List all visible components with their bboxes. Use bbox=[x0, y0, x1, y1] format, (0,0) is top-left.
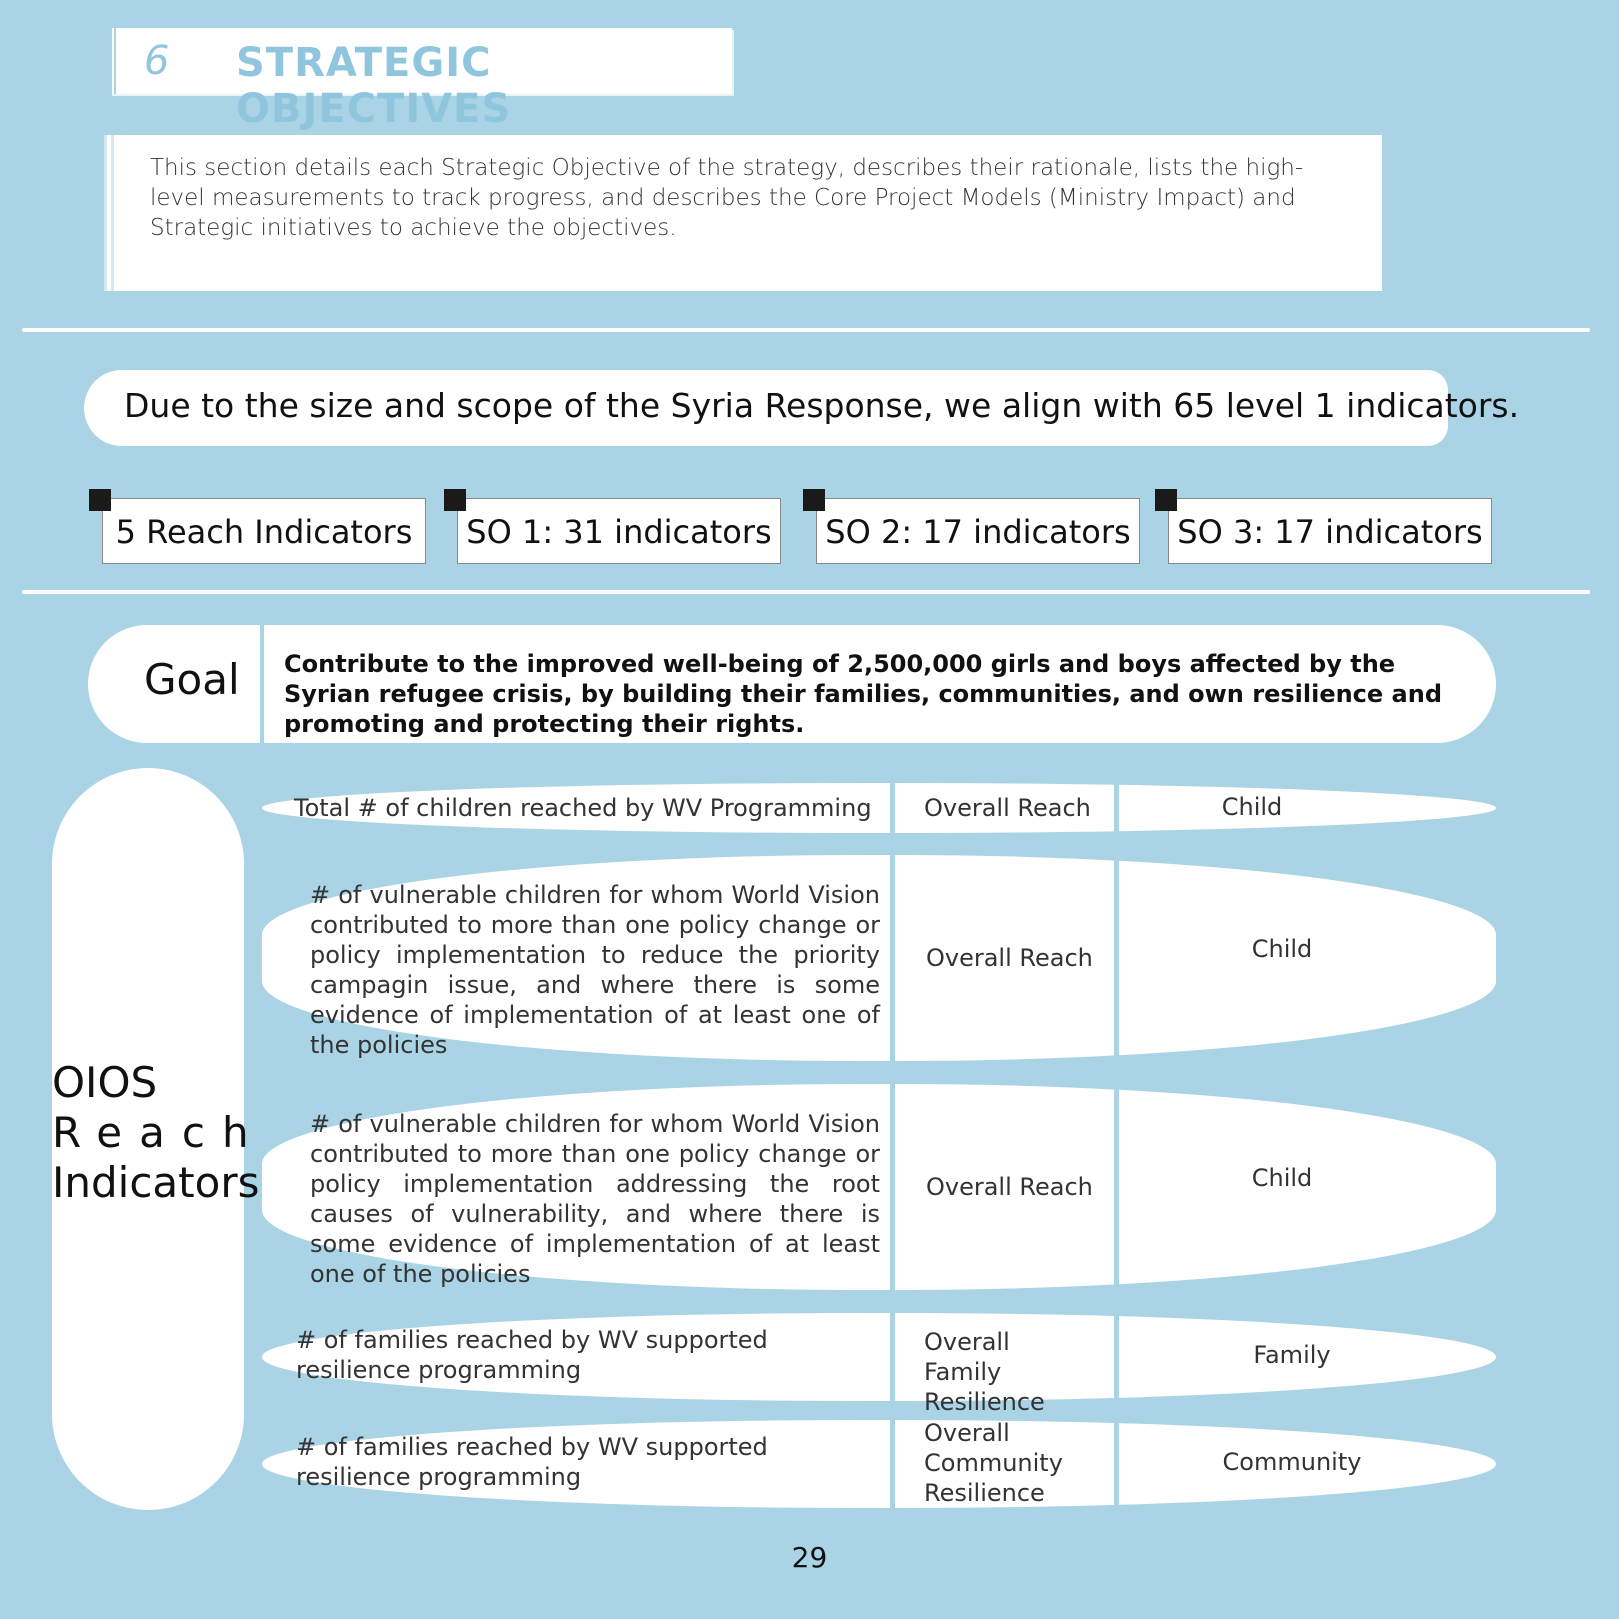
section-header bbox=[110, 28, 732, 132]
oios-line-3: Indicators bbox=[52, 1158, 260, 1207]
table-row bbox=[262, 855, 1496, 1061]
indicator-text: # of vulnerable children for whom World Vision contributed to more than one policy change or policy implementation addressing the root causes of vulnerability, and where there is some evidence of implementation of at least one of the policies bbox=[310, 1110, 880, 1288]
divider-middle bbox=[22, 590, 1590, 594]
indicator-text: # of vulnerable children for whom World Vision contributed to more than one policy change or policy implementation to reduce the priority campagin issue, and where there is some evidence of implementation of at least one of the policies bbox=[310, 881, 880, 1059]
reach-type: Overall Reach bbox=[926, 1173, 1093, 1201]
oios-reach-indicators-pill bbox=[52, 768, 266, 1510]
column-separator bbox=[890, 783, 895, 833]
section-title: STRATEGIC OBJECTIVES bbox=[236, 40, 512, 132]
tag-marker bbox=[89, 489, 111, 511]
tag-label: 5 Reach Indicators bbox=[115, 513, 413, 551]
table-row bbox=[262, 1420, 1496, 1508]
goal-pill bbox=[88, 625, 1496, 743]
indicator-text: # of families reached by WV supported resilience programming bbox=[296, 1326, 768, 1384]
indicator-text: Total # of children reached by WV Programming bbox=[294, 794, 872, 822]
column-separator bbox=[1114, 855, 1119, 1061]
tag-label: SO 1: 31 indicators bbox=[466, 513, 772, 551]
column-separator bbox=[1114, 1313, 1119, 1401]
tag-label: SO 2: 17 indicators bbox=[825, 513, 1131, 551]
divider-top bbox=[22, 328, 1590, 332]
goal-text: Contribute to the improved well-being of 2,500,000 girls and boys affected by the Syrian refugee crisis, by building their families, communities, and own resilience and promoting and protecting their rights. bbox=[284, 650, 1442, 738]
reach-type: Overall Family Resilience bbox=[924, 1328, 1045, 1416]
column-separator bbox=[1114, 1084, 1119, 1290]
column-separator bbox=[890, 1420, 895, 1508]
column-separator bbox=[1114, 783, 1119, 833]
tag-so1 bbox=[457, 498, 781, 564]
goal-separator bbox=[260, 625, 264, 743]
tag-so3 bbox=[1168, 498, 1492, 564]
table-row bbox=[262, 783, 1496, 833]
tag-marker bbox=[803, 489, 825, 511]
reach-level: Child bbox=[1251, 1164, 1313, 1192]
column-separator bbox=[890, 855, 895, 1061]
intro-text: This section details each Strategic Objective of the strategy, describes their rationale, lists the high-level measurements to track progress, and describes the Core Project Models (Ministry Impact) and Strategic initiatives to achieve the objectives. bbox=[150, 155, 1304, 241]
reach-level: Family bbox=[1253, 1341, 1331, 1369]
banner-text: Due to the size and scope of the Syria Response, we align with 65 level 1 indicators. bbox=[124, 386, 1520, 425]
tag-marker bbox=[1155, 489, 1177, 511]
goal-label: Goal bbox=[144, 655, 240, 704]
intro-box bbox=[104, 135, 1382, 291]
section-number: 6 bbox=[144, 38, 170, 84]
table-row bbox=[262, 1313, 1496, 1416]
oios-line-2: Reach bbox=[52, 1108, 266, 1157]
tag-label: SO 3: 17 indicators bbox=[1177, 513, 1483, 551]
indicator-text: # of families reached by WV supported resilience programming bbox=[296, 1433, 768, 1491]
reach-type: Overall Reach bbox=[924, 794, 1091, 822]
column-separator bbox=[1114, 1420, 1119, 1508]
indicator-banner bbox=[84, 370, 1520, 446]
reach-type: Overall Reach bbox=[926, 944, 1093, 972]
table-row bbox=[262, 1084, 1496, 1290]
page-number: 29 bbox=[791, 1541, 828, 1574]
tag-reach-indicators bbox=[102, 498, 426, 564]
reach-level: Child bbox=[1251, 935, 1313, 963]
reach-type: Overall Community Resilience bbox=[924, 1419, 1063, 1507]
column-separator bbox=[890, 1313, 895, 1401]
oios-title bbox=[52, 1058, 266, 1208]
reach-level: Community bbox=[1222, 1448, 1362, 1476]
oios-line-1: OIOS bbox=[52, 1058, 158, 1107]
tag-so2 bbox=[816, 498, 1140, 564]
reach-level: Child bbox=[1221, 793, 1283, 821]
column-separator bbox=[890, 1084, 895, 1290]
tag-marker bbox=[444, 489, 466, 511]
